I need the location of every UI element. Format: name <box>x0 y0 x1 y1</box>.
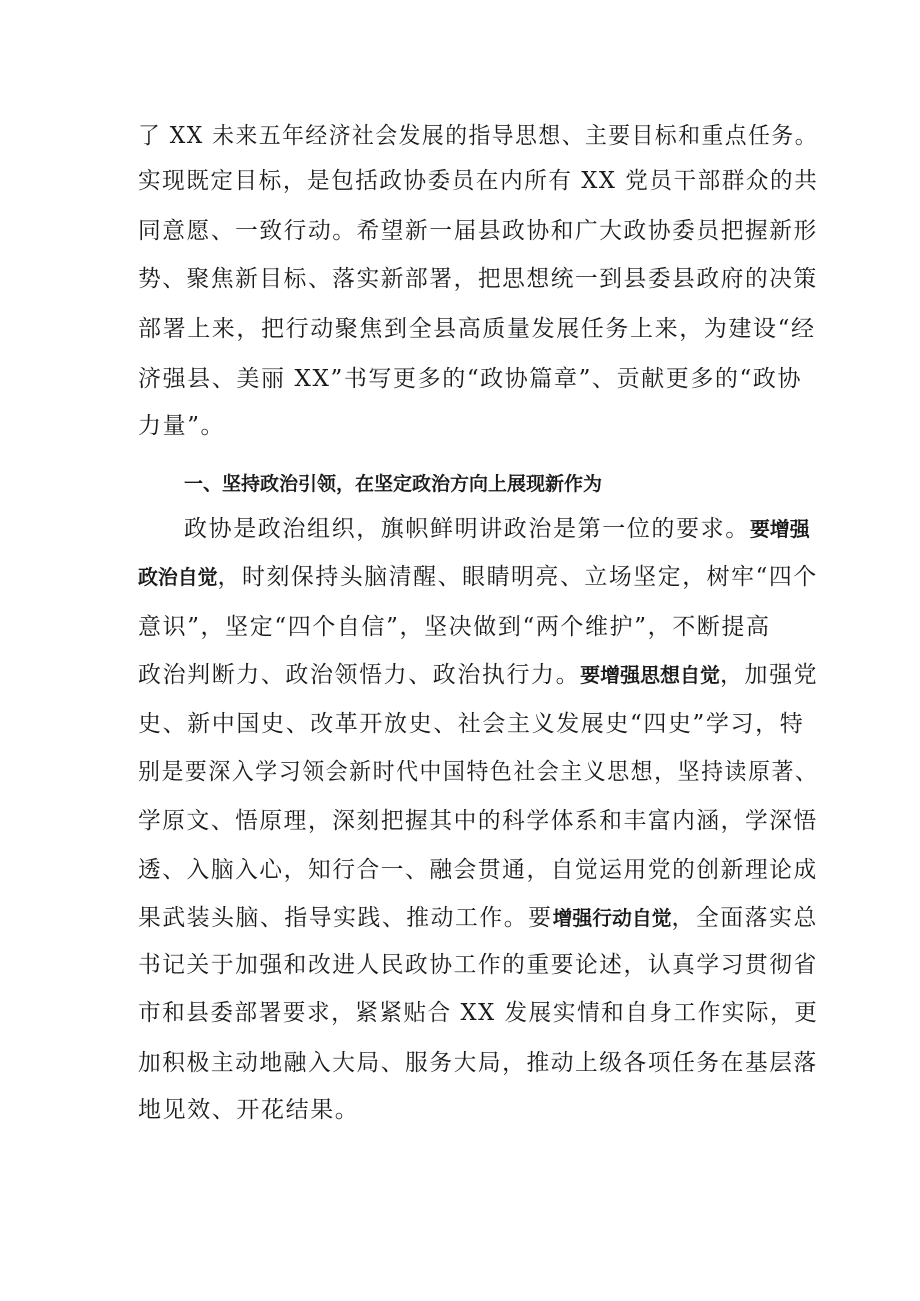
section1-line-3: 意识”，坚定“四个自信”，坚决做到“两个维护”，不断提高 <box>138 614 771 640</box>
section1-line-2-bold: 政治自觉 <box>138 565 218 589</box>
section-heading: 一、坚持政治引领，在坚定政治方向上展现新作为 <box>184 473 603 495</box>
intro-line-6: 济强县、美丽 XX”书写更多的“政协篇章”、贡献更多的“政协 <box>138 366 803 392</box>
intro-line-7: 力量”。 <box>138 413 226 439</box>
section1-line-9-text: 果武装头脑、指导实践、推动工作。要 <box>138 905 553 931</box>
section1-line-7: 学原文、悟原理，深刻把握其中的科学体系和丰富内涵，学深悟 <box>138 808 818 834</box>
section1-line-9 <box>138 898 818 938</box>
section1-line-12: 加积极主动地融入大局、服务大局，推动上级各项任务在基层落 <box>138 1050 818 1076</box>
section1-line-6: 别是要深入学习领会新时代中国特色社会主义思想，坚持读原著、 <box>138 759 819 785</box>
section1-line-2-text: ，时刻保持头脑清醒、眼睛明亮、立场坚定，树牢“四个 <box>217 564 818 590</box>
section1-line-1-text: 政协是政治组织，旗帜鲜明讲政治是第一位的要求。 <box>184 516 750 542</box>
section1-line-11: 市和县委部署要求，紧紧贴合 XX 发展实情和自身工作实际，更 <box>138 1000 819 1026</box>
section1-line-4-bold: 要增强思想自觉 <box>580 663 720 687</box>
section1-line-9-tail: ，全面落实总 <box>671 905 818 931</box>
section1-line-13: 地见效、开花结果。 <box>138 1097 360 1123</box>
section1-line-4 <box>138 655 817 695</box>
intro-line-5: 部署上来，把行动聚焦到全县高质量发展任务上来，为建设“经 <box>138 316 816 342</box>
section1-line-1 <box>184 509 818 549</box>
intro-line-2: 实现既定目标，是包括政协委员在内所有 XX 党员干部群众的共 <box>138 168 819 194</box>
section1-line-4-tail: ，加强党 <box>719 662 819 688</box>
section1-line-4-text: 政治判断力、政治领悟力、政治执行力。 <box>138 662 581 688</box>
intro-line-1: 了 XX 未来五年经济社会发展的指导思想、主要目标和重点任务。 <box>138 123 819 149</box>
section1-line-2 <box>138 557 818 597</box>
intro-line-3: 同意愿、一致行动。希望新一届县政协和广大政协委员把握新形 <box>138 218 818 244</box>
section1-line-8: 透、入脑入心，知行合一、融会贯通，自觉运用党的创新理论成 <box>138 857 818 883</box>
section1-line-1-bold: 要增强 <box>749 517 810 541</box>
section1-line-9-bold: 增强行动自觉 <box>552 906 672 930</box>
section1-line-10: 书记关于加强和改进人民政协工作的重要论述，认真学习贯彻省 <box>138 952 818 978</box>
intro-line-4: 势、聚焦新目标、落实新部署，把思想统一到县委县政府的决策 <box>138 266 818 292</box>
section1-line-5: 史、新中国史、改革开放史、社会主义发展史“四史”学习，特 <box>138 711 805 737</box>
